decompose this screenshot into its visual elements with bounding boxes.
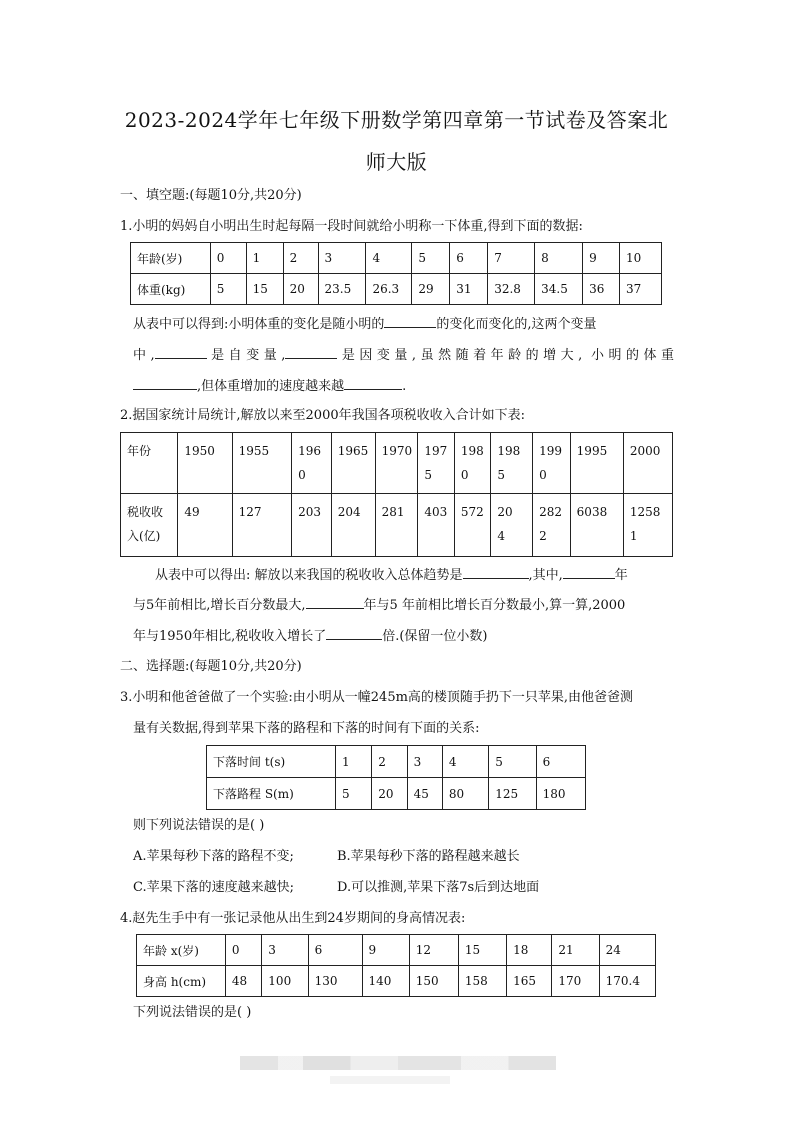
table-cell: 体重(kg) [131,274,211,305]
q1-text: 是自变量, [206,348,286,363]
q1-blank-3[interactable] [285,346,337,359]
q2-stem: 2.据国家统计局统计,解放以来至2000年我国各项税收收入合计如下表: [120,408,525,423]
q4-row-age [137,935,656,966]
table-cell: 2 [283,243,318,274]
table-cell: 127 [232,494,291,557]
table-cell: 年份 [121,433,178,494]
q2-answer-line-1 [155,566,628,585]
q2-text: 倍.(保留一位小数) [382,629,488,644]
q3-fall-table [206,745,586,810]
table-cell: 572 [454,494,491,557]
table-cell: 281 [375,494,418,557]
table-cell: 1970 [375,433,418,494]
table-cell: 36 [583,274,620,305]
table-cell: 年龄(岁) [131,243,211,274]
table-cell: 170 [552,966,599,997]
section-heading-fill-in: 一、填空题:(每题10分,共20分) [120,188,302,203]
table-cell: 29 [412,274,450,305]
q4-row-height [137,966,656,997]
table-cell: 15 [458,935,506,966]
table-cell: 150 [409,966,458,997]
table-cell: 26.3 [366,274,412,305]
table-cell: 3 [262,935,308,966]
q1-answer-line-3 [133,377,406,396]
table-cell: 6 [536,746,585,778]
table-cell: 34.5 [535,274,583,305]
table-cell: 15 [246,274,283,305]
table-cell: 23.5 [318,274,366,305]
q3-row-distance [207,778,586,810]
table-cell: 下落路程 S(m) [207,778,336,810]
table-cell: 199 0 [533,433,571,494]
table-cell: 4 [366,243,412,274]
q2-text: 从表中可以得出: 解放以来我国的税收收入总体趋势是 [155,568,463,583]
q3-option-d[interactable]: D.可以推测,苹果下落7s后到达地面 [337,880,540,895]
table-cell: 180 [536,778,585,810]
footer-watermark [240,1056,556,1070]
table-cell: 5 [210,274,246,305]
q1-text: 从表中可以得到:小明体重的变化是随小明的 [133,317,385,332]
q2-answer-line-2 [133,596,625,615]
table-cell: 203 [292,494,332,557]
table-cell: 125 [489,778,536,810]
table-cell: 1258 1 [623,494,672,557]
table-cell: 130 [308,966,362,997]
q1-blank-2[interactable] [155,346,207,359]
table-cell: 1955 [232,433,291,494]
table-cell: 20 [372,778,407,810]
table-cell: 282 2 [533,494,571,557]
q2-blank-1[interactable] [463,566,529,579]
table-cell: 9 [583,243,620,274]
table-cell: 10 [620,243,662,274]
q1-answer-line-1 [133,315,597,334]
q1-row-age [131,243,662,274]
table-cell: 21 [552,935,599,966]
q3-option-a[interactable]: A.苹果每秒下落的路程不变; [133,849,294,864]
q2-row-year [121,433,673,494]
table-cell: 下落时间 t(s) [207,746,336,778]
q3-option-b[interactable]: B.苹果每秒下落的路程越来越长 [337,849,520,864]
table-cell: 32.8 [488,274,535,305]
table-cell: 1950 [178,433,232,494]
q1-row-weight [131,274,662,305]
q2-tax-table [120,432,673,557]
table-cell: 24 [599,935,655,966]
table-cell: 165 [507,966,552,997]
table-cell: 158 [458,966,506,997]
q2-text: 年与1950年相比,税收收入增长了 [133,629,327,644]
table-cell: 0 [225,935,261,966]
table-cell: 20 4 [491,494,533,557]
section-heading-choice: 二、选择题:(每题10分,共20分) [120,659,302,674]
table-cell: 税收收 入(亿) [121,494,178,557]
q2-row-tax [121,494,673,557]
table-cell: 204 [331,494,375,557]
q2-answer-line-3 [133,627,488,646]
table-cell: 年龄 x(岁) [137,935,226,966]
q1-weight-table [130,242,662,305]
q4-height-table [136,934,656,997]
table-cell: 1 [246,243,283,274]
table-cell: 403 [418,494,455,557]
table-cell: 身高 h(cm) [137,966,226,997]
table-cell: 198 5 [491,433,533,494]
table-cell: 196 0 [292,433,332,494]
table-cell: 6 [450,243,488,274]
table-cell: 140 [362,966,409,997]
table-cell: 9 [362,935,409,966]
q2-blank-3[interactable] [306,596,364,609]
table-cell: 5 [489,746,536,778]
q2-blank-4[interactable] [326,627,382,640]
q4-stem: 4.赵先生手中有一张记录他从出生到24岁期间的身高情况表: [120,911,466,926]
table-cell: 4 [442,746,488,778]
table-cell: 12 [409,935,458,966]
table-cell: 2000 [623,433,672,494]
q3-question: 则下列说法错误的是( ) [133,818,265,833]
table-cell: 0 [210,243,246,274]
table-cell: 5 [412,243,450,274]
q3-stem-line-1: 3.小明和他爸爸做了一个实验:由小明从一幢245m高的楼顶随手扔下一只苹果,由他爸爸测 [120,690,634,705]
table-cell: 197 5 [418,433,455,494]
table-cell: 20 [283,274,318,305]
table-cell: 5 [336,778,372,810]
q1-text: 中, [133,348,155,363]
table-cell: 6038 [570,494,623,557]
table-cell: 31 [450,274,488,305]
title-line-1: 2023-2024学年七年级下册数学第四章第一节试卷及答案北 [124,108,669,132]
q3-row-time [207,746,586,778]
table-cell: 100 [262,966,308,997]
table-cell: 18 [507,935,552,966]
q2-blank-2[interactable] [563,566,615,579]
q1-text: 是因变量,虽然随着年龄的增大, 小明的体重 [337,348,674,363]
title-line-2: 师大版 [365,150,428,174]
q3-option-c[interactable]: C.苹果下落的速度越来越快; [133,880,294,895]
table-cell: 170.4 [599,966,655,997]
table-cell: 49 [178,494,232,557]
q1-text: 的变化而变化的,这两个变量 [436,317,597,332]
q2-text: 年 [614,568,628,583]
table-cell: 6 [308,935,362,966]
q1-blank-5[interactable] [344,377,402,390]
table-cell: 3 [407,746,442,778]
table-cell: 8 [535,243,583,274]
table-cell: 198 0 [454,433,491,494]
q2-text: 年与5 年前相比增长百分数最小,算一算,2000 [363,598,626,613]
q3-stem-line-2: 量有关数据,得到苹果下落的路程和下落的时间有下面的关系: [133,721,480,736]
q1-answer-line-2 [133,346,674,365]
table-cell: 1995 [570,433,623,494]
footer-watermark-2 [330,1076,450,1084]
q1-blank-4[interactable] [133,377,197,390]
q2-text: ,其中, [528,568,563,583]
q1-text: ,但体重增加的速度越来越 [197,379,345,394]
table-cell: 48 [225,966,261,997]
q1-text: . [402,379,407,394]
table-cell: 1965 [331,433,375,494]
q1-blank-1[interactable] [384,315,436,328]
q1-stem: 1.小明的妈妈自小明出生时起每隔一段时间就给小明称一下体重,得到下面的数据: [120,219,583,234]
table-cell: 3 [318,243,366,274]
table-cell: 1 [336,746,372,778]
table-cell: 2 [372,746,407,778]
q2-text: 与5年前相比,增长百分数最大, [133,598,306,613]
table-cell: 45 [407,778,442,810]
table-cell: 80 [442,778,488,810]
table-cell: 37 [620,274,662,305]
q4-question: 下列说法错误的是( ) [133,1005,252,1020]
table-cell: 7 [488,243,535,274]
